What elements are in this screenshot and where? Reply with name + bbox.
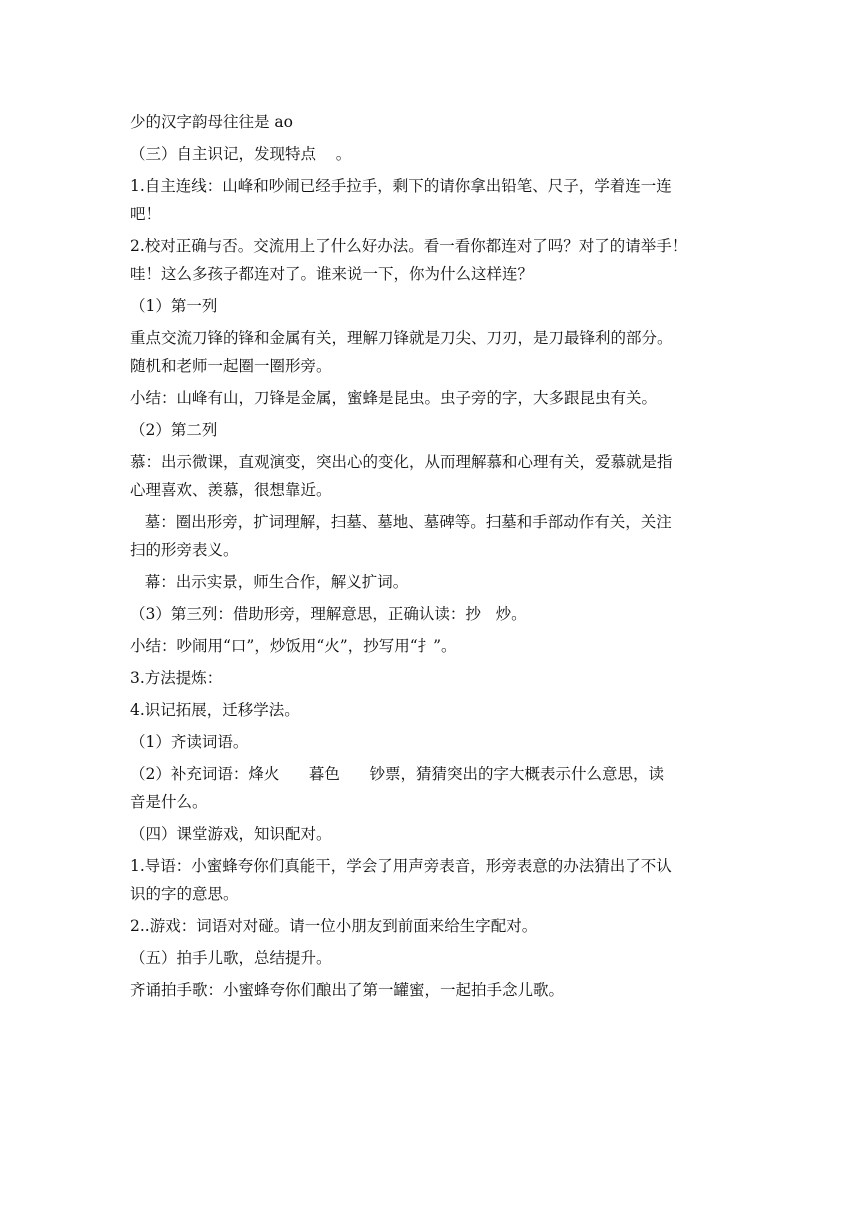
text-line: 1.自主连线：山峰和吵闹已经手拉手，剩下的请你拿出铅笔、尺子，学着连一连 bbox=[130, 177, 672, 195]
subsection-heading: （1）第一列 bbox=[130, 297, 218, 315]
text-line: （1）齐读词语。 bbox=[130, 733, 249, 751]
text-line: 哇！这么多孩子都连对了。谁来说一下，你为什么这样连？ bbox=[130, 265, 534, 283]
text-line: 1.导语：小蜜蜂夸你们真能干，学会了用声旁表音，形旁表意的办法猜出了不认 bbox=[130, 857, 672, 875]
text-line: 2..游戏：词语对对碰。请一位小朋友到前面来给生字配对。 bbox=[130, 917, 538, 935]
text-line: 2.校对正确与否。交流用上了什么好办法。看一看你都连对了吗？对了的请举手！ bbox=[130, 237, 688, 255]
subsection-heading: （2）第二列 bbox=[130, 421, 218, 439]
text-line: 识的字的意思。 bbox=[130, 885, 239, 903]
text-line: 音是什么。 bbox=[130, 793, 208, 811]
text-line: 小结：吵闹用“口”，炒饭用“火”，抄写用“扌”。 bbox=[130, 637, 457, 655]
text-line: 3.方法提炼： bbox=[130, 669, 223, 687]
section-heading: （三）自主识记，发现特点 。 bbox=[130, 145, 352, 163]
document-body bbox=[130, 108, 734, 1004]
text-line: 幕：出示实景，师生合作，解义扩词。 bbox=[130, 573, 409, 591]
text-line: 4.识记拓展，迁移学法。 bbox=[130, 701, 300, 719]
text-line: 小结：山峰有山，刀锋是金属，蜜蜂是昆虫。虫子旁的字，大多跟昆虫有关。 bbox=[130, 389, 658, 407]
text-line: 少的汉字韵母往往是 ao bbox=[130, 113, 294, 131]
text-line: 齐诵拍手歌：小蜜蜂夸你们酿出了第一罐蜜，一起拍手念儿歌。 bbox=[130, 981, 565, 999]
section-heading: （四）课堂游戏，知识配对。 bbox=[130, 825, 332, 843]
text-line: 扫的形旁表义。 bbox=[130, 541, 239, 559]
text-line: （2）补充词语：烽火 暮色 钞票，猜猜突出的字大概表示什么意思，读 bbox=[130, 765, 664, 783]
text-line: 墓：圈出形旁，扩词理解，扫墓、墓地、墓碑等。扫墓和手部动作有关，关注 bbox=[130, 513, 672, 531]
section-heading: （五）拍手儿歌，总结提升。 bbox=[130, 949, 332, 967]
text-line: 慕：出示微课，直观演变，突出心的变化，从而理解慕和心理有关，爱慕就是指 bbox=[130, 453, 673, 471]
text-line: 随机和老师一起圈一圈形旁。 bbox=[130, 357, 332, 375]
subsection-heading: （3）第三列：借助形旁，理解意思，正确认读：抄 炒。 bbox=[130, 605, 527, 623]
text-line: 吧！ bbox=[130, 205, 162, 223]
text-line: 心理喜欢、羡慕，很想靠近。 bbox=[130, 481, 332, 499]
text-line: 重点交流刀锋的锋和金属有关，理解刀锋就是刀尖、刀刃，是刀最锋利的部分。 bbox=[130, 329, 673, 347]
